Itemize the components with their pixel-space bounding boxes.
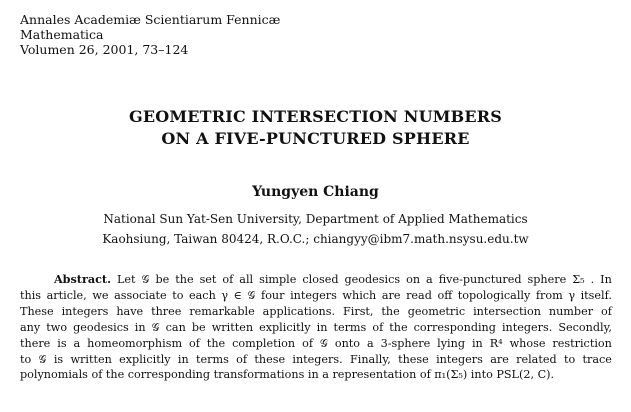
abstract-word: to	[20, 352, 32, 366]
author-name: Yungyen Chiang	[252, 184, 379, 200]
abstract-line-3	[20, 304, 612, 320]
abstract-word: applications.	[262, 304, 336, 318]
abstract-word: 𝒢	[247, 288, 256, 302]
affiliation	[0, 209, 631, 249]
abstract-word: two	[46, 320, 68, 334]
abstract-word: 𝒢	[38, 352, 47, 366]
abstract-word: number	[548, 304, 594, 318]
journal-header	[20, 12, 280, 57]
abstract	[20, 272, 612, 383]
abstract-word: homeomorphism	[87, 336, 183, 350]
abstract-word: intersection	[473, 304, 541, 318]
abstract-word: read	[406, 288, 432, 302]
abstract-word: In	[600, 273, 612, 286]
abstract-word: have	[116, 304, 144, 318]
abstract-word: sphere	[527, 273, 567, 286]
abstract-word: itself.	[580, 288, 612, 302]
abstract-word: three	[151, 304, 182, 318]
abstract-word: a	[73, 336, 81, 350]
abstract-line-4	[20, 320, 612, 336]
abstract-word: the	[175, 273, 194, 286]
abstract-word: .	[590, 273, 595, 286]
abstract-word: geodesics	[344, 273, 401, 286]
abstract-word: of	[600, 304, 612, 318]
title-line-1: GEOMETRIC INTERSECTION NUMBERS	[128, 107, 503, 126]
abstract-word: each	[189, 288, 216, 302]
abstract-word: simple	[259, 273, 297, 286]
abstract-word: in	[134, 320, 146, 334]
abstract-word: in	[177, 352, 189, 366]
abstract-word: Let	[116, 273, 136, 286]
abstract-word: is	[57, 336, 67, 350]
abstract-word: integers.	[501, 320, 553, 334]
abstract-word: written	[211, 320, 254, 334]
abstract-word: the	[206, 336, 226, 350]
abstract-word: a	[426, 273, 433, 286]
journal-series: Mathematica	[20, 27, 104, 42]
abstract-word: are	[381, 288, 401, 302]
abstract-word: be	[191, 320, 206, 334]
abstract-word: closed	[302, 273, 339, 286]
abstract-line-6	[20, 352, 612, 368]
abstract-word: 𝒢	[141, 273, 150, 286]
abstract-word: These	[20, 304, 54, 318]
abstract-word: set	[199, 273, 217, 286]
abstract-word: 3-sphere	[380, 336, 431, 350]
abstract-word: the	[389, 320, 408, 334]
abstract-word: of	[189, 336, 200, 350]
journal-volume: Volumen 26, 2001, 73–124	[20, 42, 189, 57]
affiliation-line-1: National Sun Yat-Sen University, Department of Applied Mathematics	[103, 212, 528, 226]
abstract-word: topologically	[457, 288, 531, 302]
title-line-2: ON A FIVE-PUNCTURED SPHERE	[161, 129, 470, 148]
abstract-word: related	[516, 352, 557, 366]
abstract-word: explicitly	[259, 320, 311, 334]
abstract-word: ∈	[233, 288, 242, 302]
abstract-word: onto	[334, 336, 361, 350]
abstract-word: γ	[221, 288, 229, 302]
abstract-word: of	[236, 352, 248, 366]
affiliation-line-2: Kaohsiung, Taiwan 80424, R.O.C.; chiangyy@ibm7.math.nsysu.edu.tw	[102, 232, 529, 246]
abstract-word: 𝒢	[151, 320, 160, 334]
abstract-word: any	[20, 320, 41, 334]
abstract-word: to	[563, 352, 576, 366]
abstract-word: integers.	[292, 352, 343, 366]
abstract-word: this	[20, 288, 42, 302]
abstract-word: these	[254, 352, 286, 366]
abstract-word: there	[20, 336, 51, 350]
abstract-word: remarkable	[189, 304, 255, 318]
abstract-word: these	[398, 352, 429, 366]
abstract-word: Finally,	[350, 352, 391, 366]
abstract-word: which	[342, 288, 377, 302]
abstract-word: lying	[437, 336, 465, 350]
abstract-word: associate	[114, 288, 167, 302]
abstract-line-2	[20, 288, 612, 304]
abstract-word: of	[372, 320, 384, 334]
journal-name: Annales Academiæ Scientiarum Fennicæ	[20, 12, 281, 27]
abstract-line-1	[20, 272, 612, 288]
abstract-word: can	[165, 320, 186, 334]
abstract-word: terms	[333, 320, 367, 334]
abstract-word: First,	[343, 304, 374, 318]
abstract-word: Secondly,	[558, 320, 612, 334]
abstract-line-5	[20, 336, 612, 352]
abstract-word: on	[406, 273, 421, 286]
abstract-word: trace	[582, 352, 612, 366]
abstract-word: four	[261, 288, 285, 302]
abstract-word: the	[381, 304, 400, 318]
abstract-word: in	[471, 336, 483, 350]
abstract-word: are	[490, 352, 509, 366]
abstract-word: integers	[436, 352, 483, 366]
abstract-word: article,	[46, 288, 87, 302]
abstract-word: terms	[196, 352, 229, 366]
abstract-word: we	[92, 288, 109, 302]
abstract-word: γ	[568, 288, 575, 302]
abstract-word: whose	[509, 336, 546, 350]
abstract-word: in	[316, 320, 328, 334]
abstract-word: explicitly	[119, 352, 171, 366]
abstract-word: 𝒢	[319, 336, 328, 350]
abstract-word: restriction	[552, 336, 612, 350]
abstract-word: off	[437, 288, 453, 302]
abstract-word: R⁴	[489, 336, 503, 350]
abstract-word: be	[155, 273, 170, 286]
abstract-word: a	[366, 336, 374, 350]
abstract-word: geometric	[407, 304, 466, 318]
abstract-word: to	[172, 288, 184, 302]
abstract-word: Σ₅	[572, 273, 585, 286]
abstract-word: geodesics	[73, 320, 129, 334]
abstract-word: completion	[232, 336, 296, 350]
abstract-word: of	[302, 336, 313, 350]
abstract-heading: Abstract.	[54, 272, 111, 286]
abstract-word: five-punctured	[438, 273, 522, 286]
abstract-word: is	[53, 352, 64, 366]
abstract-word: from	[535, 288, 563, 302]
abstract-word: all	[239, 273, 254, 286]
paper-title	[0, 106, 631, 150]
abstract-word: integers	[290, 288, 337, 302]
abstract-word: of	[222, 273, 234, 286]
abstract-word: integers	[61, 304, 109, 318]
abstract-word: corresponding	[413, 320, 496, 334]
abstract-line-7: polynomials of the corresponding transformations in a representation of π₁(Σ₅) into PSL(2, C).	[20, 368, 555, 382]
abstract-word: written	[70, 352, 112, 366]
